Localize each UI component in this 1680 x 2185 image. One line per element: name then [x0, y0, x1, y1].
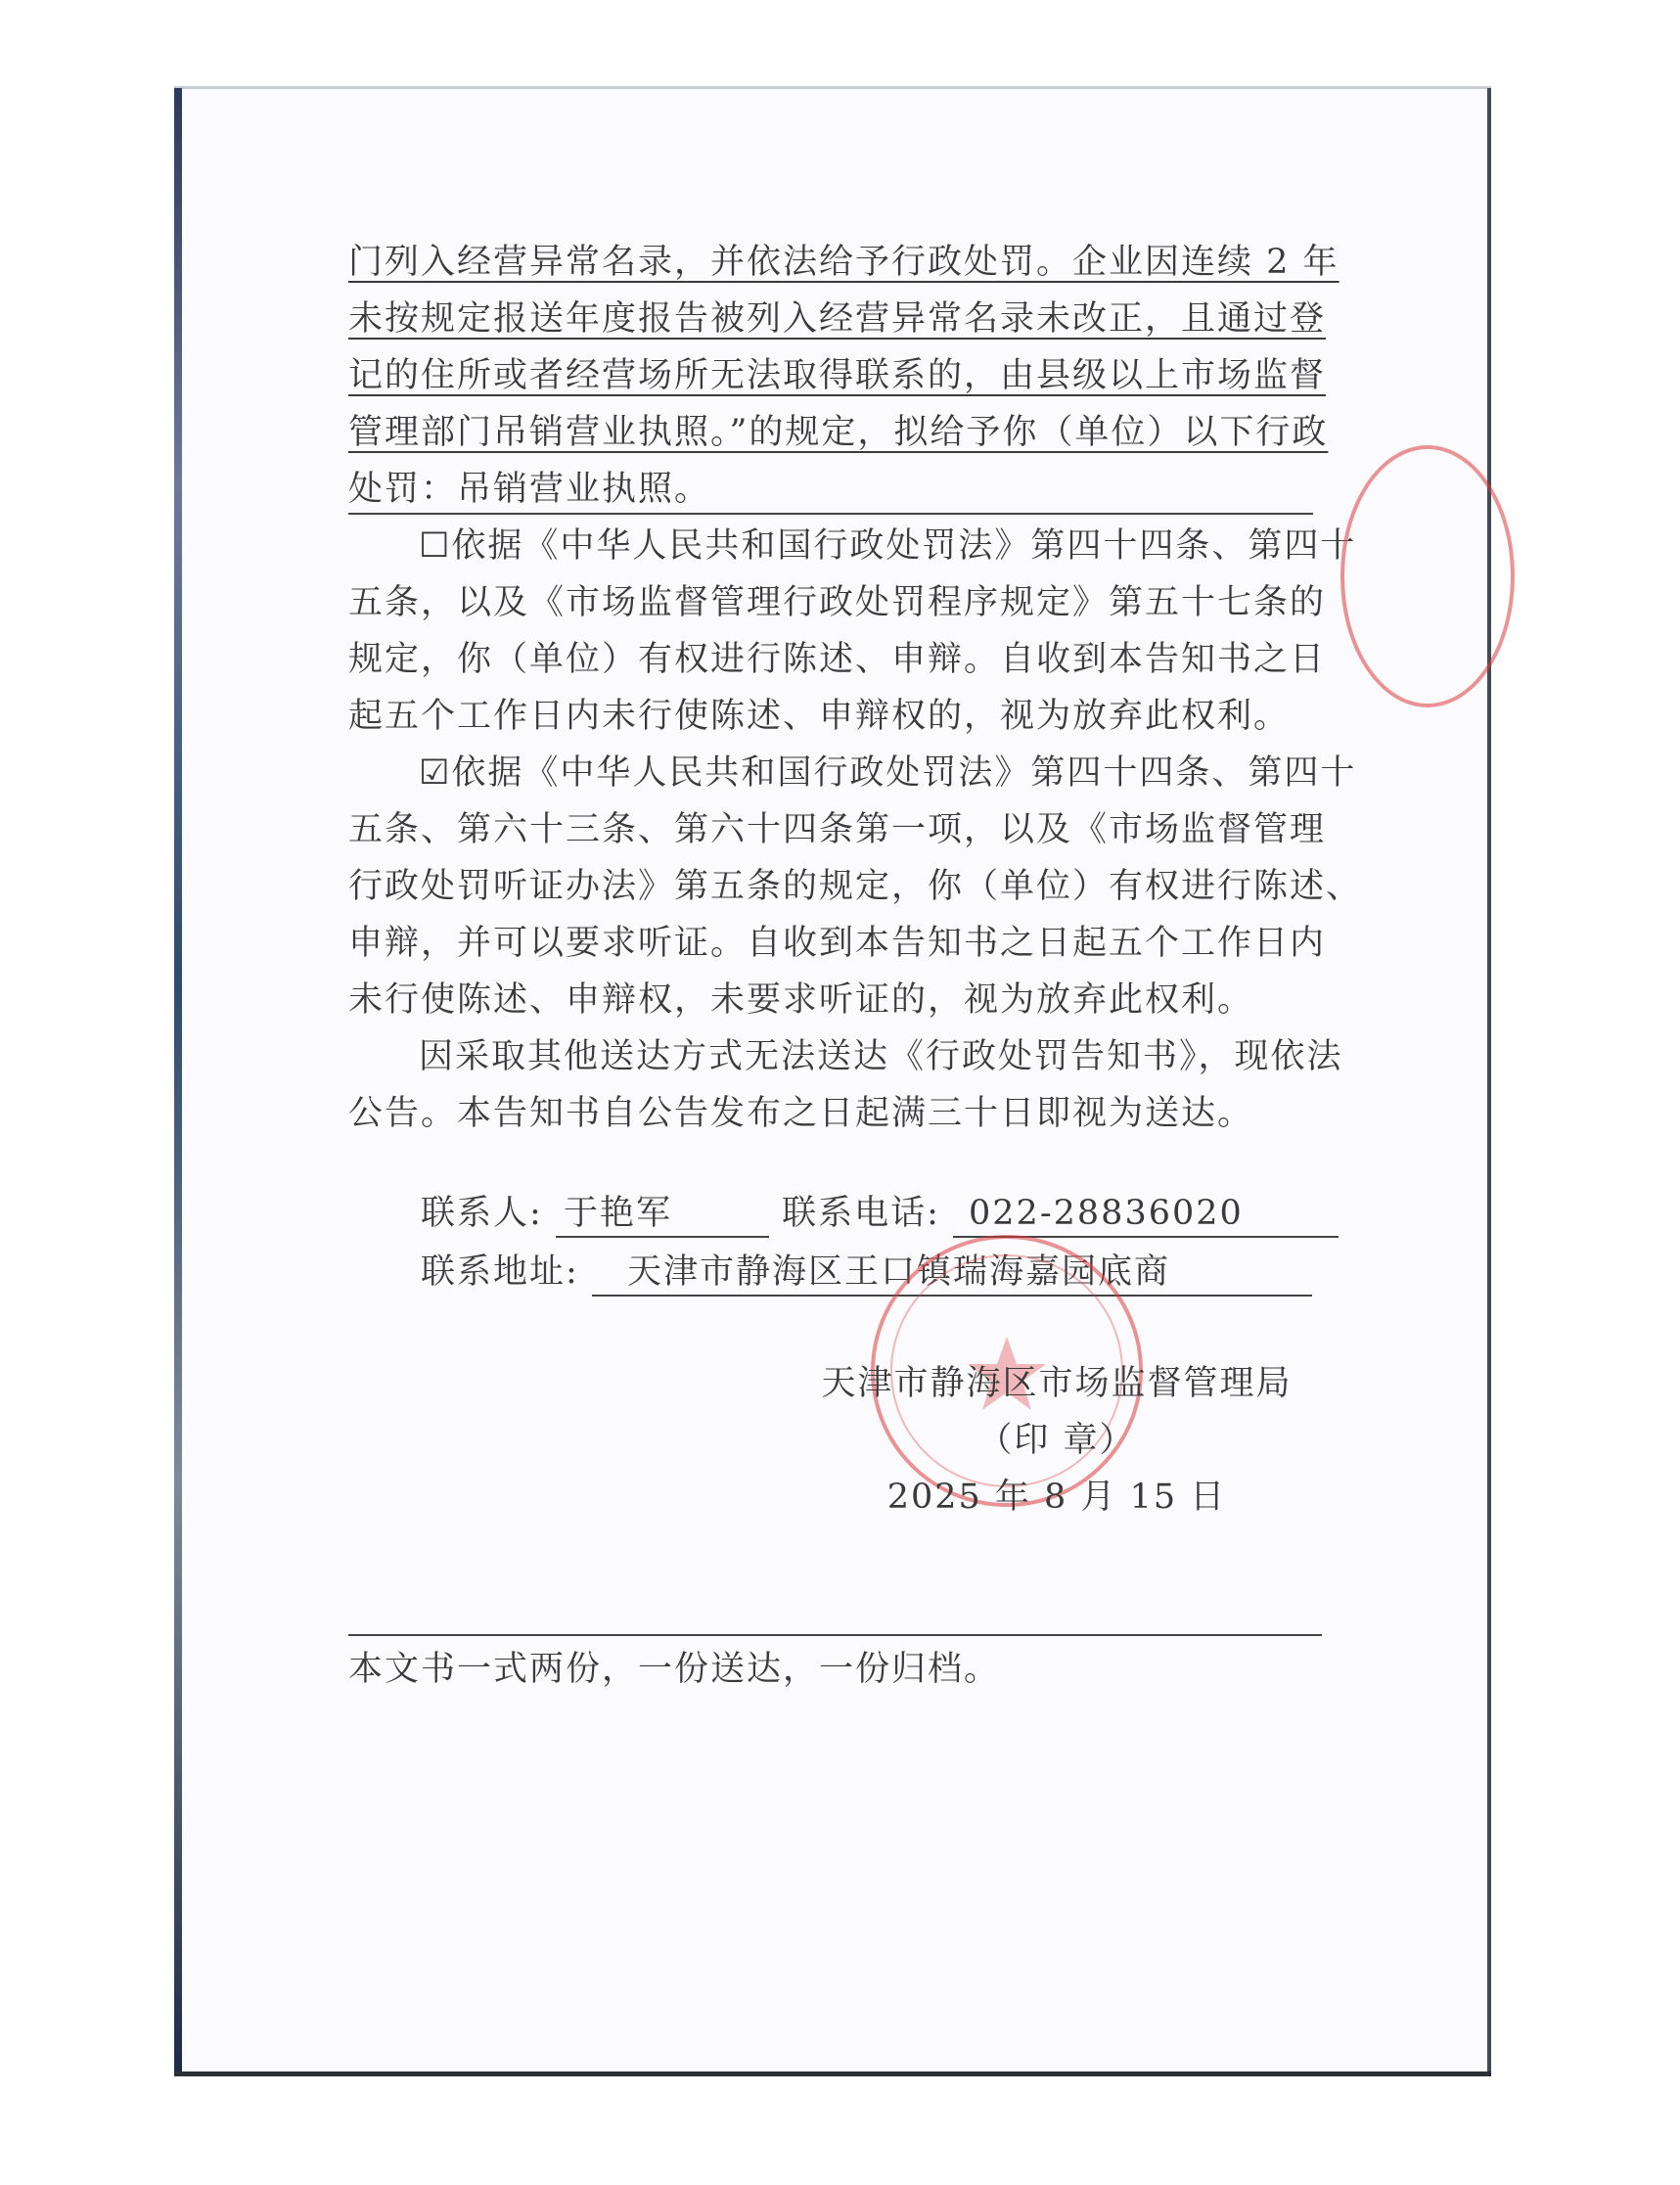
body-line: 未按规定报送年度报告被列入经营异常名录未改正，且通过登 [348, 299, 1327, 339]
contact-phone-value: 022-28836020 [953, 1191, 1339, 1238]
contact-row-address [421, 1243, 1321, 1301]
announcement-line: 因采取其他送达方式无法送达《行政处罚告知书》，现依法 [419, 1037, 1343, 1076]
announcement-line: 公告。本告知书自公告发布之日起满三十日即视为送达。 [348, 1094, 1254, 1133]
contact-block [421, 1184, 1321, 1301]
option2-line: 申辩，并可以要求听证。自收到本告知书之日起五个工作日内 [348, 924, 1327, 963]
body-line-penalty [348, 462, 1313, 519]
option1-first-line [348, 519, 1357, 575]
contact-row-person [421, 1184, 1321, 1243]
contact-address-value: 天津市静海区王口镇瑞海嘉园底商 [592, 1250, 1312, 1297]
option2-first-line [348, 746, 1357, 802]
body-line: 管理部门吊销营业执照。”的规定，拟给予你（单位）以下行政 [348, 413, 1329, 452]
document-body [348, 235, 1363, 1143]
contact-person-label: 联系人: [421, 1194, 543, 1233]
option1-line: 五条，以及《市场监督管理行政处罚程序规定》第五十七条的 [348, 583, 1327, 622]
contact-phone-label: 联系电话: [782, 1194, 940, 1233]
seal-note: （印 章） [977, 1421, 1136, 1460]
footer-divider [348, 1634, 1322, 1636]
option2-line: 未行使陈述、申辩权，未要求听证的，视为放弃此权利。 [348, 980, 1254, 1020]
issue-date: 2025 年 8 月 15 日 [886, 1478, 1227, 1517]
option1-text: 依据《中华人民共和国行政处罚法》第四十四条、第四十 [451, 526, 1357, 566]
option2-line: 五条、第六十三条、第六十四条第一项，以及《市场监督管理 [348, 810, 1327, 849]
option2-line: 行政处罚听证办法》第五条的规定，你（单位）有权进行陈述、 [348, 867, 1363, 906]
body-line: 记的住所或者经营场所无法取得联系的，由县级以上市场监督 [348, 356, 1327, 395]
partial-seal [1340, 445, 1515, 707]
option2-text: 依据《中华人民共和国行政处罚法》第四十四条、第四十 [451, 753, 1357, 793]
underline-rule [348, 513, 1313, 515]
scan-edge-right [1487, 88, 1491, 2074]
option1-line: 起五个工作日内未行使陈述、申辩权的，视为放弃此权利。 [348, 697, 1291, 736]
issuing-agency: 天津市静海区市场监督管理局 [821, 1364, 1293, 1403]
penalty-text: 处罚：吊销营业执照。 [348, 470, 711, 509]
option1-line: 规定，你（单位）有权进行陈述、申辩。自收到本告知书之日 [348, 640, 1327, 679]
footer-note: 本文书一式两份，一份送达，一份归档。 [348, 1650, 1001, 1689]
contact-person-value: 于艳军 [556, 1191, 769, 1238]
unchecked-checkbox-icon: ☐ [419, 526, 452, 566]
contact-address-label: 联系地址: [421, 1252, 579, 1292]
scan-edge-bottom [174, 2071, 1491, 2076]
checked-checkbox-icon: ☑ [419, 753, 452, 793]
signature-block [802, 1355, 1311, 1525]
body-line: 门列入经营异常名录，并依法给予行政处罚。企业因连续 2 年 [348, 243, 1339, 282]
scan-edge-left [174, 88, 182, 2074]
